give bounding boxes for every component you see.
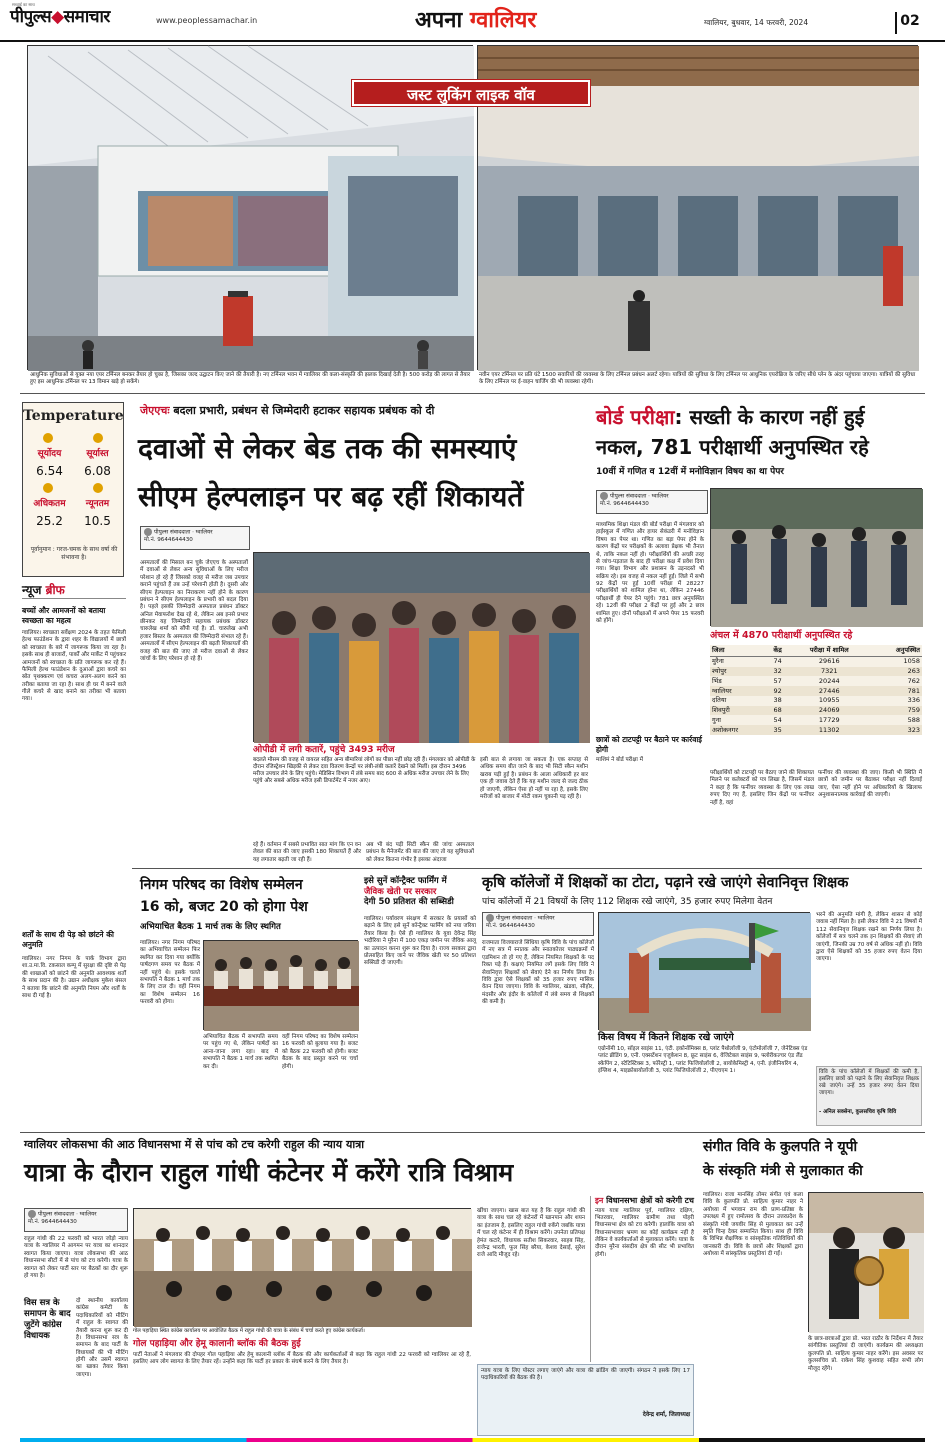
lead-byline-mobile: मो.नं. 9644644430: [144, 537, 193, 544]
rahul-box-head-1: इन: [595, 1196, 604, 1205]
table-header-cell: अनुपस्थित: [895, 646, 920, 654]
masthead-tagline: सच्चाई का साथ: [12, 2, 35, 7]
rahul-sub-head: गोल पहाड़िया और हेमू कालानी ब्लॉक की बैठक हुई: [133, 1339, 301, 1349]
board-col-a: परीक्षार्थियों को टाटपट्टी पर बैठाए जाने की शिकायत मिलने पर कलेक्टरों को पत्र लिखा है, जिसमें मंडल ने कहा है कि फर्नीचर व्यवस्था के लिए एक लाख रुपए दिए गए हैं, इसलिए जिन केंद्रों पर फर्नीचर नहीं है, वहां: [710, 770, 814, 806]
table-cell: 54: [773, 715, 782, 724]
table-cell: 11302: [818, 725, 840, 734]
min-temp-label: न्यूनतम: [85, 499, 110, 509]
nigam-body-3: वहीं निगम परिषद का विशेष सम्मेलन 16 फरवरी को बुलाया गया है। बजट को बैठक 22 फरवरी को होगी। बजट बैठक के बाद प्रस्तुत करने पर चर्चा होगी।: [282, 1034, 358, 1070]
nigam-body-1: ग्वालियर। नगर निगम परिषद का अभियाचित सम्मेलन फिर स्थगित कर दिया गया क्योंकि पार्षदगण समय पर बैठक में नहीं पहुंचे थे। इसके चलते सभापति ने बैठक 1 मार्च तक के लिए टाल दी। वहीं निगम का विशेष सम्मेलन 16 फरवरी को होगा।: [140, 940, 200, 1005]
table-row: [710, 676, 922, 686]
lead-body-col4: इसी बात से लगाया जा सकता है। एक सप्ताह से अधिक समय बीत जाने के बाद भी सिटी स्कैन मशीन खराब पड़ी हुई है। प्रबंधन के आला अधिकारी हर बार एक ही जवाब देते हैं कि यह मशीन जल्द से जल्द ठीक हो जाएगी, लेकिन ऐसा हो नहीं पा रहा है, इसके लिए मरीजों को बाजार में मोटी रकम चुकानी पड़ रही है।: [480, 757, 588, 800]
rahul-box-head: [595, 1196, 694, 1206]
board-subhead-2: छात्रों को टाटपट्टी पर बैठाने पर कार्रवाई होगी: [596, 735, 702, 755]
brief-2-headline: शर्तों के साथ दी पेड़ को छांटने की अनुमति: [22, 930, 114, 950]
absentee-table: [710, 645, 922, 735]
agri-quote: विवि के पांच कॉलेजों में शिक्षकों की कमी है, इसलिए छात्रों को पढ़ाने के लिए सेवानिवृत्त शिक्षक रखे जाएंगे। उन्हें 35 हजार रुपए वेतन दिया जाएगा।: [819, 1069, 919, 1097]
website-link[interactable]: www.peoplessamachar.in: [156, 16, 258, 25]
lead-byline: पीपुल्स संवाददाता · ग्वालियर मो.नं. 9644644430: [140, 526, 250, 550]
agri-byline-city: ग्वालियर: [537, 915, 555, 922]
table-cell: 7321: [821, 667, 838, 676]
rahul-byline: पीपुल्स संवाददाता · ग्वालियर मो.नं. 9644644430: [24, 1208, 128, 1232]
board-byline: पीपुल्स संवाददाता · ग्वालियर मो.नं. 9644644430: [596, 490, 708, 514]
nigam-body-2: अभियाचित बैठक में सभापति समय पर पहुंच गए थे, लेकिन पार्षदों का आना-जाना लगा रहा। बाद में सभापति ने बैठक 1 मार्च तक स्थगित कर दी।: [203, 1034, 278, 1070]
table-cell: ग्वालियर: [712, 686, 732, 695]
lead-body-col1: अस्पतालों की मिसाल बन चुके जेएएच के अस्पतालों में दवाओं से लेकर अन्य सुविधाओं के लिए मरीज परेशान हो रहे हैं जिसको वजह से मरीज जब उपचार कराने पहुंचते हैं तब उन्हें परेशानी होती है। दूसरी ओर सीएम हेल्पलाइन का निराकरण नहीं होने के कारण प्रबंधन ने सीएम हेल्पलाइन के प्रभारी को बदल दिया है। पहले इसकी जिम्मेदारी अस्पताल प्रबंधन डॉक्टर अनिल मेवाफरोश देख रहे थे, लेकिन अब इनसे प्रभार छीनकर यह जिम्मेदारी सहायक प्रबंधक डॉक्टर चारुलेख शर्मा को सौंपी गई है। डॉ. चारुलेख अभी हजार बिस्तर के अस्पताल की जिम्मेदारी संभाल रहे हैं। अस्पतालों में सीएम हेल्पलाइन की बढ़ती शिकायतों की वजह की बात की जाए तो मरीज दवाओं से लेकर जांचों के लिए परेशान हो रहे हैं।: [140, 560, 248, 662]
weather-title: Temperature: [23, 408, 124, 424]
rahul-kicker: ग्वालियर लोकसभा की आठ विधानसभा में से पांच को टच करेगी राहुल की न्याय यात्रा: [24, 1138, 365, 1151]
photo-caption-right: नवीन एयर टर्मिनल पर प्रति घंटे 1500 सवारियों की व्यवस्था के लिए टर्मिनल प्रबंधन अलर्ट रहेगा। यात्रियों की सुविधा के लिए टर्मिनल पर आधुनिक एयरोब्रिज के जरिए सीधे प्लेन के अंदर पहुंचाया जाएगा। यात्रियों की सुविधा के लिए टर्मिनल पर ई-वाहन चार्जिंग की भी व्यवस्था रहेगी।: [479, 372, 916, 386]
agri-byline-name: पीपुल्स संवाददाता: [496, 915, 533, 922]
farming-headline-2: जैविक खेती पर सरकार: [364, 886, 437, 897]
board-subhead-2-body: माशिमं ने बोर्ड परीक्षा में: [596, 757, 643, 763]
table-body: [710, 656, 922, 735]
college-gate-illustration: [599, 913, 811, 1031]
rahul-photo-caption: गोल पहाड़िया स्थित कांग्रेस कार्यालय पर आयोजित बैठक में राहुल गांधी की यात्रा के संबंध में चर्चा करते हुए कांग्रेस कार्यकर्ता।: [133, 1328, 365, 1334]
dateline: ग्वालियर, बुधवार, 14 फरवरी, 2024: [704, 18, 809, 27]
felicitation-illustration: [809, 1193, 924, 1333]
logo-part2: समाचार: [63, 7, 110, 27]
newspaper-logo[interactable]: [10, 6, 110, 29]
forecast: पूर्वानुमान : गरज-चमक के साथ वर्षा की संभावना है।: [30, 546, 118, 562]
color-registration-bar: [20, 1438, 925, 1442]
rahul-body: राहुल गांधी की 22 फरवरी को भारत जोड़ो न्याय यात्रा के ग्वालियर में आगमन पर यात्रा का शानदार स्वागत किया जाएगा। यात्रा लोकसभा की आठ विधानसभा सीटों में से पांच को टच करेगी। यात्रा के स्वागत को लेकर पार्टी स्तर पर बैठकों का दौर शुरू हो गया है।: [24, 1236, 128, 1279]
agri-subhead: पांच कॉलेजों में 21 विषयों के लिए 112 शिक्षक रखे जाएंगे, 35 हजार रुपए मिलेगा वेतन: [482, 897, 773, 907]
lead-kicker-text: बदला प्रभारी, प्रबंधन से जिम्मेदारी हटाकर सहायक प्रबंधक को दी: [173, 404, 435, 417]
rahul-byline-mobile: मो.नं. 9644644430: [28, 1219, 77, 1226]
rahul-pull-body-cont: [24, 1360, 128, 1436]
opd-caption: बदलते मौसम की वजह से वायरल सहित अन्य बीमारियां लोगों का पीछा नहीं छोड़ रही हैं। मंगलवार को ओपीडी के दौरान रजिस्ट्रेशन खिड़की से लेकर दवा वितरण केन्द्रों पर लंबी-लंबी कतारें देखने को मिलीं। इस दौरान 3496 मरीज उपचार लेने के लिए पहुंचे। मेडिसिन विभाग में लंबे समय बाद 600 से अधिक मरीज उपचार लेने के लिए पहुंचे और सबसे अधिक मरीज इसी डिपार्टमेंट में नजर आए।: [253, 757, 476, 785]
agri-quote-by: - अनिल सक्सेना, कुलसचिव कृषि विवि: [819, 1109, 897, 1115]
lead-body-col3: अब भी बंद पड़ी सिटी स्कैन की जांचः अस्पताल प्रबंधन के मैनेजमेंट की बात की जाए तो यह सुविधाओं को लेकर कितना गंभीर है इसका अंदाजा: [366, 842, 474, 863]
farming-headline-3: देगी 50 प्रतिशत की सब्सिडी: [364, 897, 454, 908]
rahul-headline: यात्रा के दौरान राहुल गांधी कंटेनर में करेंगे रात्रि विश्राम: [24, 1158, 514, 1187]
students-illustration: [711, 489, 923, 627]
college-gate-photo: [598, 912, 810, 1030]
board-kicker: बोर्ड परीक्षा: [596, 405, 675, 429]
music-headline-1: संगीत विवि के कुलपति ने यूपी: [703, 1139, 858, 1155]
table-row: [710, 656, 922, 666]
sunrise-label: सूर्योदय: [37, 449, 62, 459]
agri-byline: पीपुल्स संवाददाता · ग्वालियर मो.नं. 9644644430: [482, 912, 594, 936]
table-cell: 35: [773, 725, 782, 734]
thermometer-icon: [43, 483, 53, 493]
agri-right-body: भरने की अनुमति मांगी है, लेकिन शासन से कोई जवाब नहीं मिला है। इसी लेकर विवि ने 21 विषयों में 112 सेवानिवृत्त शिक्षक रखने का निर्णय लिया है। कॉलेजों में सत्र चलने तक इन शिक्षकों की सेवाएं ली जाएंगी, जिनकी उम्र 70 वर्ष से अधिक नहीं हो। विवि द्वारा ऐसे शिक्षकों को 35 हजार रुपए वेतन दिया जाएगा।: [816, 912, 922, 963]
news-brief-title: [22, 582, 126, 599]
table-cell: 17729: [818, 715, 840, 724]
table-cell: 20244: [818, 676, 840, 685]
sunrise-time: 6.54: [36, 464, 63, 478]
photo-feature-banner: जस्ट लुकिंग लाइक वॉव: [352, 80, 590, 106]
board-body: माध्यमिक शिक्षा मंडल की बोर्ड परीक्षा में मंगलवार को हाईस्कूल में गणित और हायर सेकंडरी में मनोविज्ञान विषय का पेपर था। गणित का बड़ा पेपर होने के कारण केंद्रों पर परीक्षकों के अलावा प्रेक्षक भी तैनात थे, ताकि नकल नहीं हो। परीक्षार्थियों की अच्छी तरह से जांच-पड़ताल के बाद ही परीक्षा कक्ष में प्रवेश दिया गया। शिक्षा विभाग और प्रशासन के उड़नदस्ते भी सक्रिय रहे। इस वजह से नकल नहीं हुई। जिले में सभी 92 केंद्रों पर हुई 10वीं परीक्षा में 28227 परीक्षार्थियों को शामिल होना था, लेकिन 27446 परीक्षार्थी ही पेपर देने पहुंचे। 781 छात्र अनुपस्थित रहे। 12वीं की परीक्षा 2 केंद्रों पर हुई और 2 छात्र शामिल हुए। दोनों परीक्षाओं में अपने पेपर 15 फरवरी को होंगे।: [596, 522, 704, 624]
music-photo-caption: के छात्र-छात्राओं द्वारा प्रो. भरत राठौर के निर्देशन में तैयार सांगीतिक प्रस्तुतियां दी जाएंगी। कार्यक्रम की अध्यक्षता कुलपति प्रो. साहित्य कुमार नाहर करेंगे। इस अवसर पर कुलसचिव प्रो. राकेश सिंह कुशवाह सहित सभी लोग मौजूद रहेंगे।: [808, 1336, 923, 1372]
table-cell: गुना: [712, 715, 721, 724]
rahul-col2: खींचा जाएगा। खास बात यह है कि राहुल गांधी की यात्रा के साथ चल रहे कंटेनरों में खानपान और शयन का इंतजाम है, इसलिए राहुल गांधी रुकेंगे जबकि यात्रा में चल रहे कंटेनर में ही विश्राम करेंगे। उपनेता प्रतिपक्ष हेमंत कटारे, विधायक सतीश सिकरवार, साहब सिंह, राजेन्द्र भारती, फूल सिंह बरैया, केशव देसाई, सुरेश राजे आदि मौजूद रहे।: [477, 1208, 585, 1259]
table-cell: 781: [907, 686, 920, 695]
masthead: [0, 0, 945, 42]
reporter-icon: [144, 528, 152, 536]
news-brief-title-b: ब्रीफ: [45, 583, 65, 597]
crowd-illustration: [254, 553, 590, 743]
table-cell: 68: [773, 706, 782, 715]
absentee-table-title: अंचल में 4870 परीक्षार्थी अनुपस्थित रहे: [710, 630, 853, 641]
section-title: [415, 6, 536, 36]
lead-kicker-label: जेएएचः: [140, 404, 170, 417]
reporter-icon: [486, 914, 494, 922]
page-number: 02: [895, 12, 923, 34]
section-city: ग्वालियर: [469, 7, 537, 33]
max-temp-label: अधिकतम: [33, 499, 66, 509]
table-header-cell: केंद्र: [773, 646, 782, 654]
reporter-icon: [600, 492, 608, 500]
farming-headline-1: इसे सुनें कॉन्ट्रैक्ट फार्मिंग में: [364, 876, 447, 886]
agri-box-title: किस विषय में कितने शिक्षक रखे जाएंगे: [598, 1032, 734, 1043]
rahul-note-box: [477, 1364, 694, 1436]
divider: [20, 1132, 925, 1133]
logo-part1: पीपुल्स: [10, 7, 52, 27]
table-cell: 27446: [818, 686, 840, 695]
lead-byline-city: ग्वालियर: [195, 529, 213, 536]
logo-dot-icon: ◆: [51, 7, 64, 27]
sunset-label: सूर्यास्त: [86, 449, 109, 459]
table-row: [710, 696, 922, 706]
rahul-note-by: देवेन्द्र शर्मा, जिलाध्यक्ष: [642, 1412, 690, 1418]
lead-headline-1: दवाओं से लेकर बेड तक की समस्याएं: [138, 432, 517, 465]
lead-headline-2: सीएम हेल्पलाइन पर बढ़ रहीं शिकायतें: [138, 480, 524, 513]
brief-1-body: ग्वालियर। स्वच्छता सर्वेक्षण 2024 के तहत फेमिली हेल्थ फाउंडेशन के द्वारा शहर के विद्यालयों में छात्रों को स्वच्छता के बारे में जागरूक किया जा रहा है। इसके साथ ही बाजारों, पार्कों और मार्केट में पहुंचकर आमजनों को स्वच्छता के प्रति जागरूक कर रहे हैं। फैमिली हेल्थ फाउंडेशन के दुआओं द्वारा कचरे का स्रोत पृथक्करण एवं कचरा अलग-अलग करने का तरीका बताया जा रहा है। साथ ही घर में बनने वाले गीले कचरे से खाद बनाने का तरीका भी बताया गया।: [22, 630, 126, 703]
table-cell: 74: [773, 657, 782, 666]
rahul-byline-name: पीपुल्स संवाददाता: [38, 1211, 75, 1218]
rahul-byline-city: ग्वालियर: [79, 1211, 97, 1218]
table-cell: 92: [773, 686, 782, 695]
agri-byline-mobile: मो.नं. 9644644430: [486, 923, 535, 930]
table-header-cell: जिला: [712, 646, 725, 654]
thermometer-icon: [93, 483, 103, 493]
sun-icon: [43, 433, 53, 443]
photo-caption-left: आधुनिक सुविधाओं से युक्त नया एयर टर्मिनल बनकर तैयार हो चुका है, जिसका जल्द उद्घाटन किए जाने की तैयारी है। नए टर्मिनल भवन में ग्वालियर की कला-संस्कृति की झलक दिखाई देती है। 500 करोड़ की लागत से तैयार हुए इस आधुनिक टर्मिनल पर 13 विमान खड़े हो सकेंगे।: [30, 372, 471, 386]
meeting-illustration: [204, 941, 359, 1031]
opd-queue-photo: [253, 552, 589, 742]
exam-students-photo: [710, 488, 922, 626]
sun-icon: [93, 433, 103, 443]
table-cell: अशोकनगर: [712, 725, 738, 734]
meeting-hall-illustration: [134, 1209, 472, 1327]
board-subhead: 10वीं में गणित व 12वीं में मनोविज्ञान विषय का था पेपर: [596, 467, 784, 477]
music-body: ग्वालियर। राजा मानसिंह तोमर संगीत एवं कला विवि के कुलपति प्रो. साहित्य कुमार नाहर ने अयोध्या में भगवान राम की प्राण-प्रतिष्ठा के उपलक्ष्य में हुए रामोत्सव के दौरान उत्तरप्रदेश के संस्कृति मंत्री जयवीर सिंह से मुलाकात कर उन्हें स्मृति चिन्ह देकर सम्मानित किया। साथ ही विवि के विभिन्न शैक्षणिक व सांस्कृतिक गतिविधियों की जानकारी दी। विवि के छात्रों और शिक्षकों द्वारा अयोध्या में सांस्कृतिक प्रस्तुतियां दी गईं।: [703, 1192, 803, 1257]
rahul-box: [590, 1196, 694, 1362]
table-cell: 24069: [818, 706, 840, 715]
table-row: [710, 706, 922, 716]
table-cell: दतिया: [712, 696, 727, 705]
board-headline-1: [596, 404, 924, 431]
rahul-sub-body: पार्टी नेताओं ने मंगलवार की दोपहर गोल पहाड़िया और हेमू कालानी ब्लॉक में बैठक की और कार्यकर्ताओं से कहा कि राहुल गांधी 22 फरवरी को ग्वालियर आ रहे हैं, इसलिए आप लोग स्वागत के लिए तैयार रहें। उन्होंने कहा कि पार्टी हर प्रकार के संघर्ष करने के लिए तैयार है।: [133, 1352, 471, 1366]
max-temp: 25.2: [36, 514, 63, 528]
table-cell: 336: [907, 696, 920, 705]
table-cell: मुरैना: [712, 657, 724, 666]
table-cell: 10955: [818, 696, 840, 705]
table-row: [710, 686, 922, 696]
table-cell: 29616: [818, 657, 840, 666]
table-header-cell: परीक्षा में शामिल: [809, 646, 849, 654]
nigam-meeting-photo: [203, 940, 358, 1030]
board-byline-name: पीपुल्स संवाददाता: [610, 493, 647, 500]
board-col-b: फर्नीचर की व्यवस्था की जाए। किसी भी स्थिति में छात्रों को जमीन पर बैठाकर परीक्षा नहीं दिलाई जाए, ऐसा नहीं होने पर अधिकारियों के खिलाफ अनुशासनात्मक कार्रवाई की जाएगी।: [818, 770, 922, 799]
table-cell: 323: [907, 725, 920, 734]
agri-headline: कृषि कॉलेजों में शिक्षकों का टोटा, पढ़ाने रखे जाएंगे सेवानिवृत्त शिक्षक: [482, 875, 849, 891]
music-headline-2: के संस्कृति मंत्री से मुलाकात की: [703, 1163, 863, 1179]
agri-quote-box: [816, 1066, 922, 1126]
table-cell: भिंड: [712, 676, 722, 685]
table-row: [710, 667, 922, 677]
congress-meeting-photo: [133, 1208, 471, 1326]
table-header-row: [710, 645, 922, 656]
farming-body: ग्वालियर। पर्यावरण संरक्षण में सरकार के प्रयासों को बढ़ाने के लिए इसे सुनें कॉन्ट्रैक्ट फार्मिंग को नया जरिया तैयार किया है। ऐसे ही ग्वालियर के युवा देवेन्द्र सिंह भदौरिया ने मुरैना में 100 एकड़ जमीन पर जैविक आलू का उत्पादन करना शुरू कर दिया है। राज्य सरकार द्वारा प्रोत्साहित किए जाने पर जैविक खेती पर 50 प्रतिशत सब्सिडी दी जाएगी।: [364, 916, 476, 967]
table-cell: श्योपुर: [712, 667, 727, 676]
opd-caption-head: ओपीडी में लगी कतारें, पहुंचे 3493 मरीज: [253, 745, 395, 755]
divider: [20, 393, 925, 394]
nigam-headline-2: 16 को, बजट 20 को होगा पेश: [140, 899, 308, 915]
agri-body: राजमाता विजयाराजे सिंधिया कृषि विवि के पांच कॉलेजों में नए सत्र में स्नातक और स्नातकोत्तर पाठ्यक्रमों में एडमिशन तो हो गए हैं, लेकिन नियमित शिक्षकों के पद रिक्त पड़े हैं। कक्षाएं नियमित लगें इसके लिए विवि ने सेवानिवृत्त शिक्षकों को सेवाएं देने का निर्णय लिया है। विवि द्वारा ऐसे शिक्षकों को 35 हजार रुपए मासिक वेतन दिया जाएगा। विवि के ग्वालियर, खंडवा, सीहोर, मंदसौर और इंदौर के कॉलेजों में लंबे समय से शिक्षकों की कमी है।: [482, 940, 594, 1005]
table-cell: 38: [773, 696, 782, 705]
lead-byline-name: पीपुल्स संवाददाता: [154, 529, 191, 536]
agri-box-body: एग्रोनॉमी 10, सॉइल साइंस 11, एंटी. इकोनॉमिक्स 8, प्लांट पैथोलॉजी 9, एंटोमोलॉजी 7, जेनेटिक्स एंड प्लांट ब्रीडिंग 9, एनी. एक्सटेंशन एजुकेशन 8, फ्रूट साइंस 6, वेजिटेबल साइंस 9, फ्लोरीकल्चर एंड लैंड स्केपिंग 2, स्टेटिस्टिक्स 3, फॉरेस्ट्री 1, प्लांट फिजियोलॉजी 2, बायोकेमिस्ट्री 4, एनी. इंजीनियरिंग 4, इंग्लिश 4, माइक्रोबायोलॉजी 3, प्लांट फिजियोलॉजी 2, पीएचएम 1।: [598, 1046, 808, 1075]
board-headline-rest: : सख्ती के कारण नहीं हुई: [674, 405, 865, 429]
sunset-time: 6.08: [84, 464, 111, 478]
min-temp: 10.5: [84, 514, 111, 528]
rahul-pull-quote: विस सत्र के समापन के बाद जुटेंगे कांग्रेस विधायक: [24, 1298, 71, 1342]
lead-body-col2: रहे हैं। वर्तमान में सबसे प्रभावित सात मांग कि एन वन लेवल की बात की जाए इसकी 180 शिकायतें हैं और यह लगातार बढ़ती जा रही हैं।: [253, 842, 361, 863]
board-headline-2: नकल, 781 परीक्षार्थी अनुपस्थित रहे: [596, 435, 869, 459]
brief-1-headline: बच्चों और आमजनों को बताया स्वच्छता का महत्व: [22, 606, 106, 626]
table-cell: 588: [907, 715, 920, 724]
rahul-box-head-2: विधानसभा क्षेत्रों को करेगी टच: [606, 1196, 694, 1205]
rahul-note: न्याय यात्रा के लिए पोस्टर लगाए जाएंगे और यात्रा की ब्रांडिंग की जाएगी। संगठन ने इसके लिए 17 पदाधिकारियों की बैठक की है।: [481, 1368, 690, 1382]
news-brief-title-a: न्यूज: [22, 583, 42, 597]
table-cell: 1058: [903, 657, 920, 666]
table-cell: 762: [907, 676, 920, 685]
rahul-box-body: न्याय यात्रा ग्वालियर पूर्व, ग्वालियर दक्षिण, भितरवार, ग्वालियर ग्रामीण तथा पोहरी विधानसभा क्षेत्र को टच करेगी। हालांकि यात्रा को विधानसभावार भ्रमण का कोई कार्यक्रम नहीं है लेकिन वे कार्यकर्ताओं से मुलाकात करेंगे। यात्रा के दौरान मुरैना संसदीय क्षेत्र की सीट भी प्रभावित होगी।: [595, 1207, 694, 1258]
nigam-headline-1: निगम परिषद का विशेष सम्मेलन: [140, 877, 303, 893]
nigam-subhead: अभियाचित बैठक 1 मार्च तक के लिए स्थगित: [140, 922, 281, 932]
weather-box: [22, 402, 124, 577]
table-cell: 263: [907, 667, 920, 676]
table-row: [710, 725, 922, 735]
farming-headline: [364, 876, 476, 908]
reporter-icon: [28, 1210, 36, 1218]
table-cell: 32: [773, 667, 782, 676]
table-cell: 57: [773, 676, 782, 685]
lead-kicker: [140, 404, 590, 419]
section-prefix: अपना: [415, 7, 463, 33]
table-cell: शिवपुरी: [712, 706, 730, 715]
music-meeting-photo: [808, 1192, 923, 1332]
board-byline-mobile: मो.नं. 9644644430: [600, 501, 649, 508]
board-byline-city: ग्वालियर: [651, 493, 669, 500]
brief-2-body: ग्वालियर। नगर निगम के पार्क विभाग द्वारा शा.उ.मा.वि. टकसाल कम्पू में सुरक्षा की दृष्टि से पेड़ की शाखाओं को छांटने की अनुमति आवश्यक शर्तों के साथ प्रदान की है। उद्यान अधीक्षक मुकेश बंसल ने बताया कि छांटने की अनुमति नियम और शर्तों के साथ दी गई है।: [22, 956, 126, 999]
table-cell: 759: [907, 706, 920, 715]
rahul-pull-body: दो स्थानीय कार्यालय कांग्रेस कमेटी के पदाधिकारियों को मीटिंग में राहुल के स्वागत की तैयारी करना शुरू कर दी है। विधानसभा सत्र के समापन के बाद पार्टी के विधायकों की भी मीटिंग होगी और उसमें स्वागत का खाका तैयार किया जाएगा।: [76, 1298, 128, 1378]
divider: [132, 868, 922, 869]
table-row: [710, 715, 922, 725]
